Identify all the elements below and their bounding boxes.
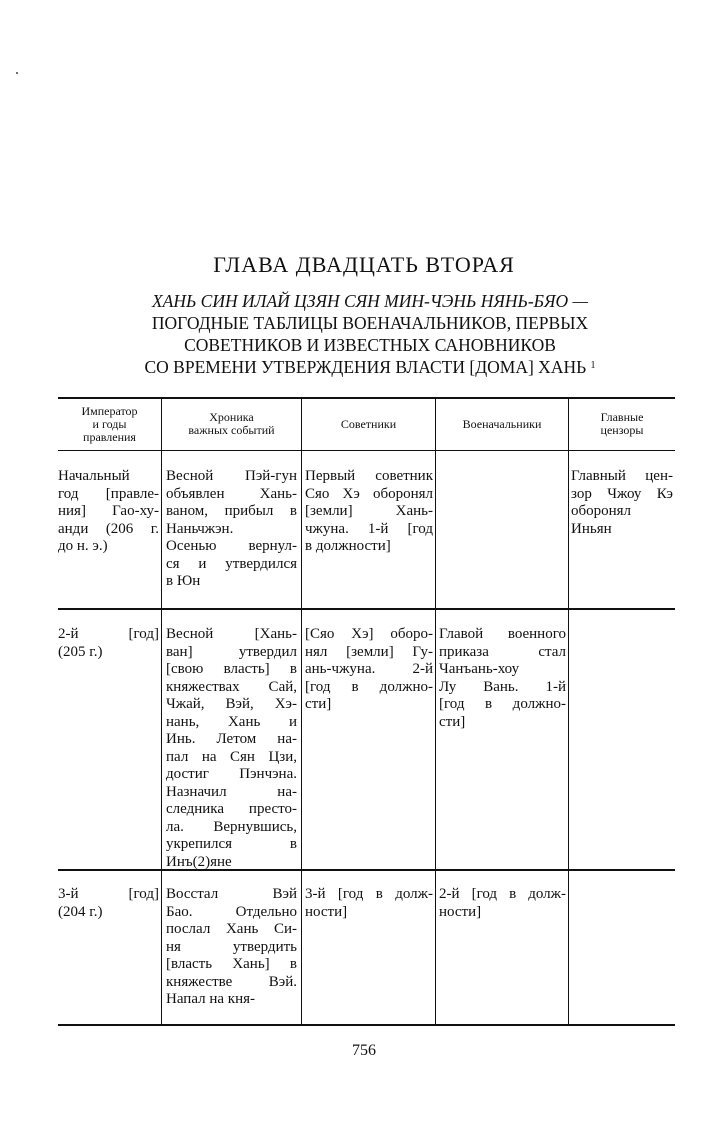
column-divider [301, 398, 302, 1025]
chapter-subtitle [90, 290, 650, 378]
cell-line: (205 г.) [58, 643, 103, 660]
cell-line: Осенью вернул- [166, 538, 297, 554]
cell-line: [земли] Хань- [305, 503, 433, 519]
cell-line: Назначил на- [166, 783, 297, 800]
cell-chronicle [166, 626, 297, 871]
cell-line: Инь. Летом на- [166, 731, 297, 747]
cell-line: [Сяо Хэ] оборо- [305, 626, 433, 642]
cell-line: Чанъань-хоу [439, 661, 520, 677]
subtitle-line: СОВЕТНИКОВ И ИЗВЕСТНЫХ САНОВНИКОВ [184, 335, 556, 355]
row-divider [58, 869, 675, 871]
cell-line: анди (206 г. [58, 520, 159, 537]
header-line: Военачальники [462, 416, 542, 431]
cell-line: объявлен Хань- [166, 485, 297, 502]
cell-line: Инъ(2)яне [166, 853, 232, 870]
cell-line: Лу Вань. 1-й [439, 678, 566, 695]
cell-emperor-year [58, 886, 159, 921]
cell-censors [571, 468, 673, 538]
column-divider [568, 398, 569, 1025]
cell-commanders [439, 626, 566, 731]
cell-line: ня утвердить [166, 938, 297, 955]
subtitle-line [90, 356, 650, 378]
cell-line: Наньчжэн. [166, 520, 234, 537]
cell-line: ся и утвердился [166, 555, 297, 572]
header-advisors [302, 400, 435, 448]
header-censors [569, 400, 675, 448]
header-censors-text [601, 411, 644, 437]
cell-line: 3-й [год в долж- [305, 886, 433, 902]
cell-chronicle [166, 468, 297, 591]
cell-line: нань, Хань и [166, 713, 297, 730]
cell-emperor-year [58, 468, 159, 556]
header-line: Советники [340, 416, 397, 431]
header-line: правления [83, 429, 136, 444]
cell-line: Восстал Вэй [166, 886, 297, 902]
cell-commanders [439, 886, 566, 921]
header-chronicle-text [188, 411, 274, 437]
header-line: Главные [600, 410, 644, 424]
cell-line: Бао. Отдельно [166, 903, 297, 920]
cell-line: послал Хань Си- [166, 921, 297, 937]
cell-advisors [305, 886, 433, 921]
cell-emperor-year [58, 626, 159, 661]
subtitle-line-text: СО ВРЕМЕНИ УТВЕРЖДЕНИЯ ВЛАСТИ [ДОМА] ХАНЬ [144, 357, 587, 377]
cell-line: пал на Сян Цзи, [166, 748, 297, 765]
cell-line: в должности] [305, 538, 391, 554]
cell-chronicle [166, 886, 297, 1009]
cell-line: ности] [305, 903, 348, 920]
cell-line: Начальный [58, 468, 130, 484]
header-commanders [436, 400, 568, 448]
cell-line: ань-чжуна. 2-й [305, 661, 433, 677]
cell-line: 2-й [год в долж- [439, 886, 566, 902]
header-commanders-text [463, 418, 542, 431]
table-top-rule [58, 397, 675, 399]
cell-line: [свою власть] в [166, 661, 297, 677]
row-divider [58, 608, 675, 610]
table-bottom-rule [58, 1024, 675, 1026]
cell-line: [власть Хань] в [166, 956, 297, 972]
header-line: Император [81, 403, 138, 418]
cell-line: год [правле- [58, 485, 159, 502]
cell-line: чжуна. 1-й [год [305, 520, 433, 537]
cell-advisors [305, 468, 433, 556]
cell-line: ван] утвердил [166, 643, 297, 660]
cell-line: 3-й [год] [58, 886, 159, 902]
footnote-mark: 1 [590, 360, 596, 371]
cell-line: княжествах Сай, [166, 678, 297, 695]
cell-line: приказа стал [439, 643, 566, 660]
cell-line: [год в должно- [439, 696, 566, 712]
header-line: Хроника [209, 410, 254, 424]
cell-line: сти] [305, 696, 332, 712]
cell-advisors [305, 626, 433, 714]
header-chronicle [162, 400, 301, 448]
cell-line: Весной Пэй-гун [166, 468, 297, 484]
print-speck [16, 72, 18, 74]
cell-line: укрепился в [166, 836, 297, 852]
cell-line: ния] Гао-ху- [58, 503, 159, 519]
cell-line: сти] [439, 713, 466, 730]
subtitle-line: ПОГОДНЫЕ ТАБЛИЦЫ ВОЕНАЧАЛЬНИКОВ, ПЕРВЫХ [151, 313, 589, 333]
table-header-rule [58, 450, 675, 451]
cell-line: Иньян [571, 520, 612, 537]
header-line: и годы [92, 416, 127, 431]
cell-line: ности] [439, 903, 482, 920]
cell-line: следника престо- [166, 801, 297, 817]
cell-line: в Юн [166, 573, 201, 589]
header-emperor-text [81, 405, 137, 444]
header-emperor [58, 400, 161, 448]
cell-line: (204 г.) [58, 903, 103, 920]
subtitle-transliteration: ХАНЬ СИН ИЛАЙ ЦЗЯН СЯН МИН-ЧЭНЬ НЯНЬ-БЯО — [151, 291, 589, 311]
header-line: цензоры [600, 423, 644, 437]
cell-line: Сяо Хэ оборонял [305, 485, 433, 502]
page-number: 756 [352, 1042, 376, 1059]
cell-line: Главный цен- [571, 468, 673, 484]
column-divider [435, 398, 436, 1025]
cell-line: оборонял [571, 503, 632, 519]
header-advisors-text [341, 418, 396, 431]
column-divider [161, 398, 162, 1025]
cell-line: Весной [Хань- [166, 626, 297, 642]
cell-line: ла. Вернувшись, [166, 818, 297, 835]
cell-line: зор Чжоу Кэ [571, 485, 673, 502]
header-line: важных событий [188, 423, 275, 437]
cell-line: Главой военного [439, 626, 566, 642]
chapter-title: ГЛАВА ДВАДЦАТЬ ВТОРАЯ [213, 252, 515, 277]
cell-line: нял [земли] Гу- [305, 643, 433, 660]
cell-line: 2-й [год] [58, 626, 159, 642]
cell-line: ваном, прибыл в [166, 503, 297, 519]
cell-line: княжестве Вэй. [166, 973, 297, 990]
cell-line: достиг Пэнчэна. [166, 766, 297, 782]
cell-line: Напал на кня- [166, 991, 255, 1007]
cell-line: Первый советник [305, 468, 433, 484]
cell-line: Чжай, Вэй, Хэ- [166, 696, 297, 712]
cell-line: [год в должно- [305, 678, 433, 695]
cell-line: до н. э.) [58, 538, 108, 554]
